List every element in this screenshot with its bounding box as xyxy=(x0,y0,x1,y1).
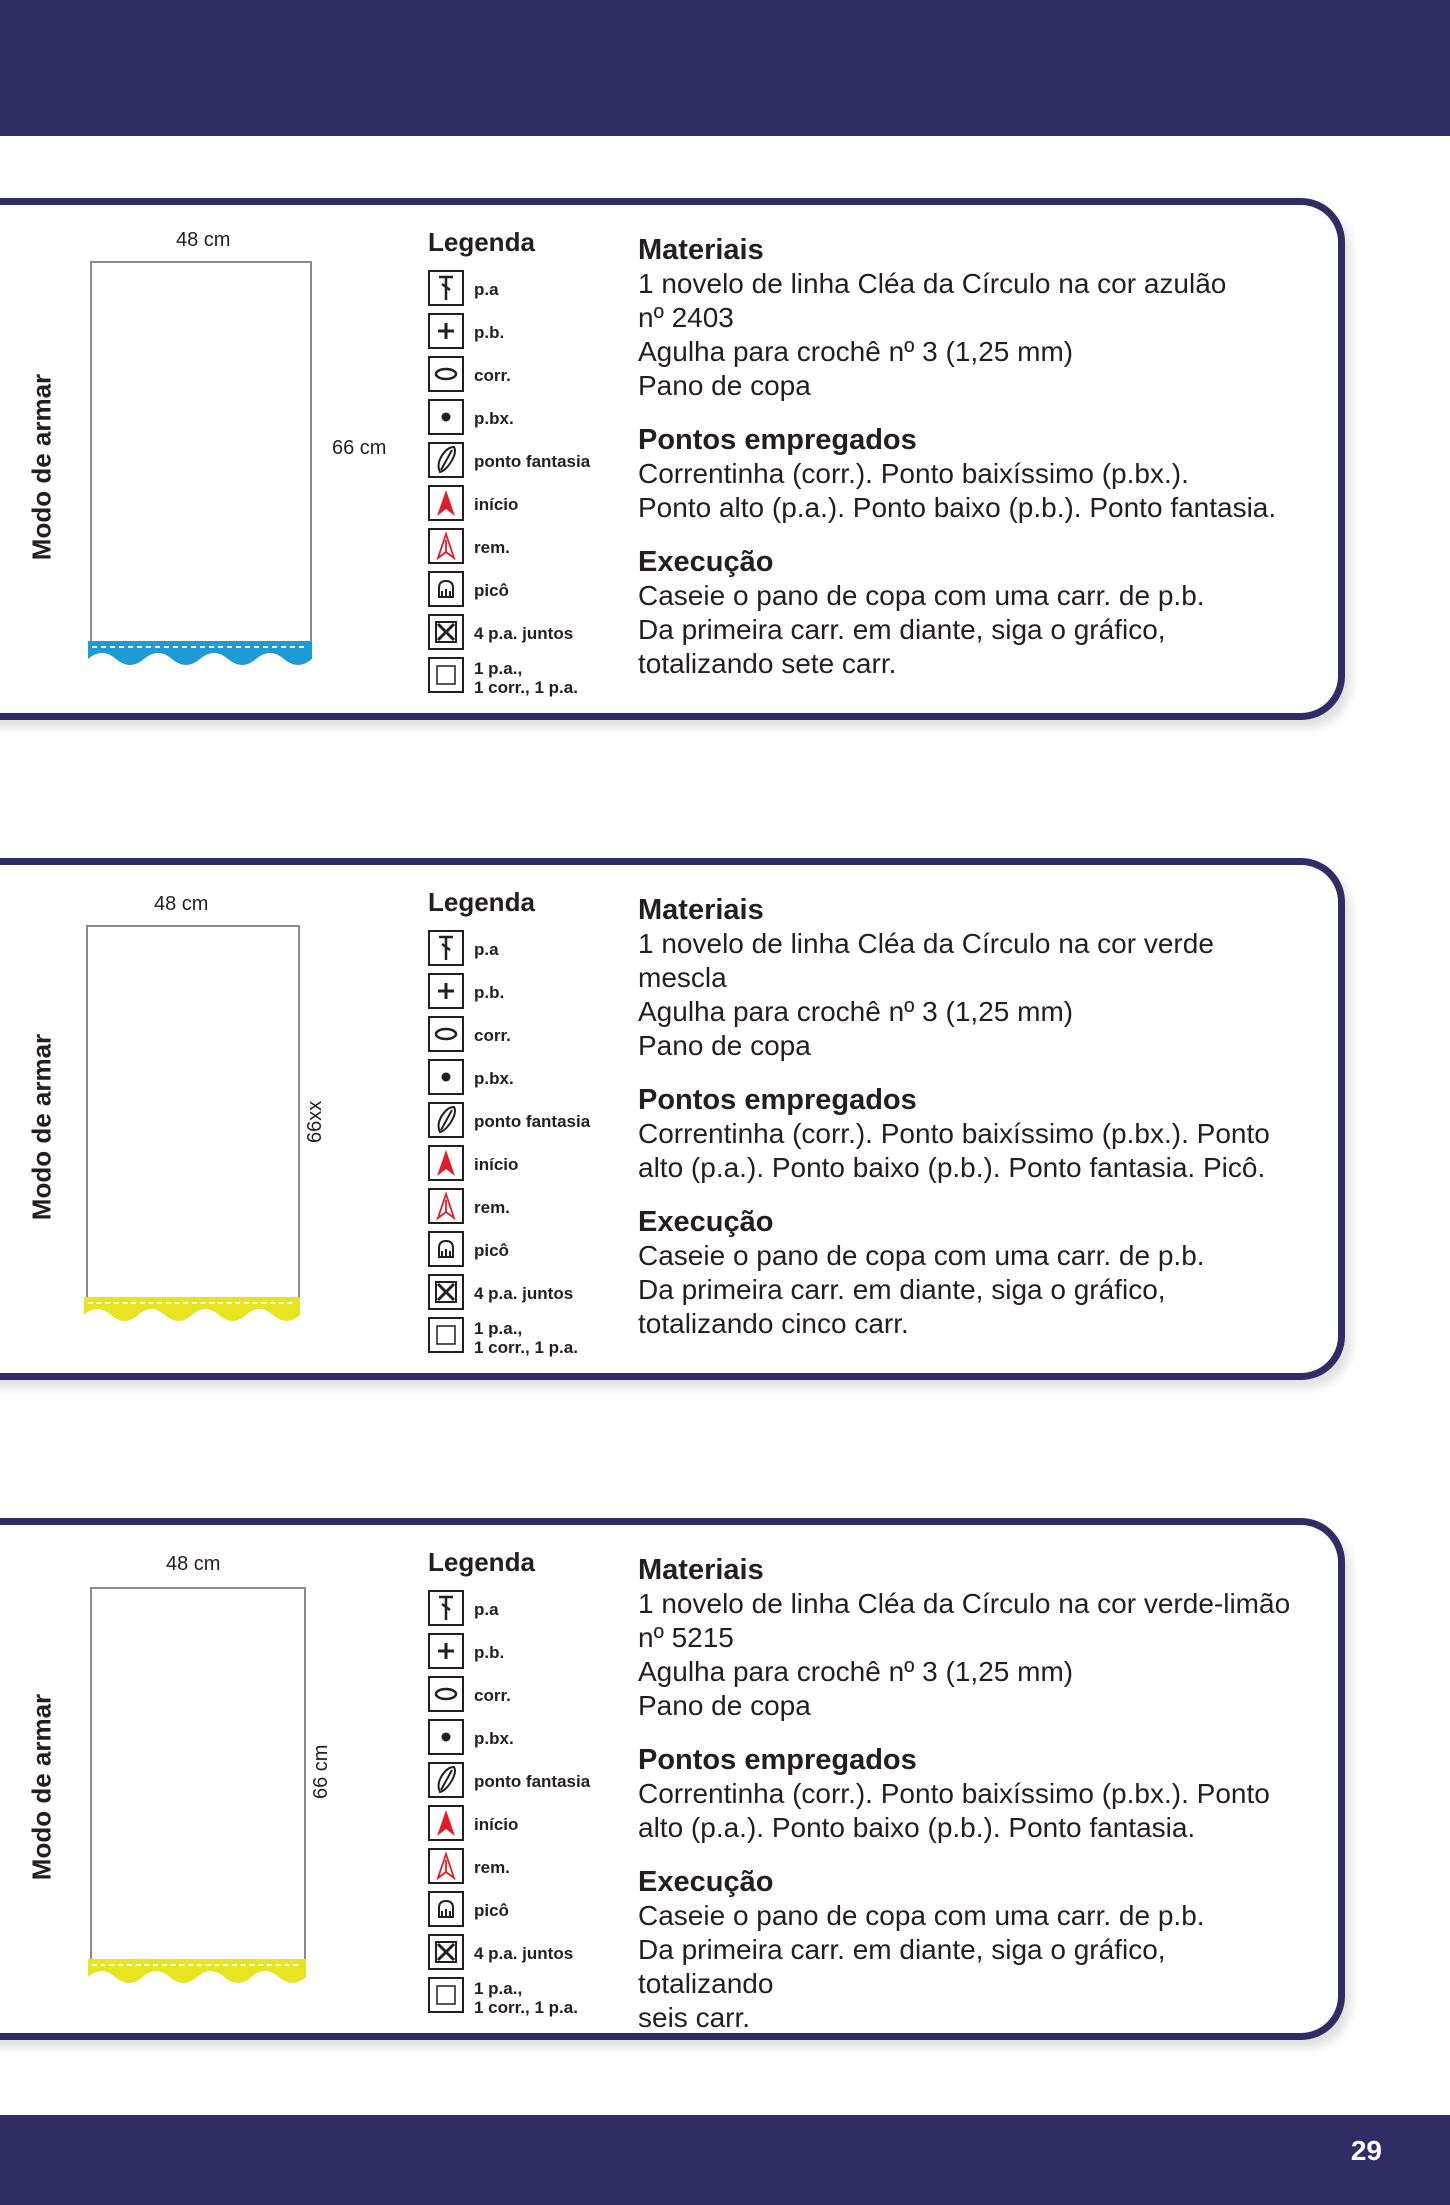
legend-label: 4 p.a. juntos xyxy=(474,624,574,643)
empty-box-icon xyxy=(428,1977,464,2013)
pontos-empregados-text: Correntinha (corr.). Ponto baixíssimo (p.bx.). Ponto alto (p.a.). Ponto baixo (p.b.). Ponto fantasia. xyxy=(638,1778,1270,1843)
execucao-title: Execução xyxy=(638,1866,774,1898)
legend-label: início xyxy=(474,1155,519,1174)
legend-label: p.a xyxy=(474,940,499,959)
legend-item xyxy=(428,397,618,440)
legend-label: início xyxy=(474,495,519,514)
legend-label: 4 p.a. juntos xyxy=(474,1944,574,1963)
legend-item xyxy=(428,1717,618,1760)
pbx-icon xyxy=(428,1719,464,1755)
legend-item xyxy=(428,1100,618,1143)
legend-item xyxy=(428,569,618,612)
assembly-diagram: Modo de armar 48 cm 66 cm xyxy=(0,1525,420,2033)
legend xyxy=(428,227,618,698)
legend xyxy=(428,1547,618,2018)
instructions xyxy=(638,1553,1308,2055)
pontos-empregados-title: Pontos empregados xyxy=(638,1744,917,1776)
pontos-empregados-title: Pontos empregados xyxy=(638,1084,917,1116)
pb-icon xyxy=(428,973,464,1009)
execucao-title: Execução xyxy=(638,546,774,578)
legend-label: picô xyxy=(474,1241,509,1260)
legend-label: corr. xyxy=(474,366,511,385)
crochet-edge-blue xyxy=(88,637,312,671)
height-label: 66 cm xyxy=(310,1744,332,1799)
rem-icon xyxy=(428,1188,464,1224)
pico-icon xyxy=(428,1891,464,1927)
legend-item xyxy=(428,440,618,483)
legend-label: rem. xyxy=(474,538,510,557)
height-label: 66xx xyxy=(304,1100,326,1143)
instructions xyxy=(638,233,1308,701)
legend-label: início xyxy=(474,1815,519,1834)
legend-label: corr. xyxy=(474,1026,511,1045)
legend-item xyxy=(428,1846,618,1889)
legend-label: 1 p.a., 1 corr., 1 p.a. xyxy=(474,1979,578,2017)
empty-box-icon xyxy=(428,657,464,693)
assembly-diagram: Modo de armar 48 cm 66 cm xyxy=(0,205,420,713)
legend-label: p.bx. xyxy=(474,1729,514,1748)
legend-label: ponto fantasia xyxy=(474,1112,591,1131)
four-pa-juntos-icon xyxy=(428,1274,464,1310)
legend-item xyxy=(428,1889,618,1932)
four-pa-juntos-icon xyxy=(428,1934,464,1970)
towel-shape xyxy=(86,925,300,1301)
legend-label: p.b. xyxy=(474,323,505,342)
corr-icon xyxy=(428,1016,464,1052)
legend-item xyxy=(428,1588,618,1631)
pa-icon xyxy=(428,270,464,306)
legend-item xyxy=(428,1272,618,1315)
legend-item xyxy=(428,1975,618,2018)
pico-icon xyxy=(428,571,464,607)
ponto-fantasia-icon xyxy=(428,1762,464,1798)
materiais-title: Materiais xyxy=(638,894,764,926)
pa-icon xyxy=(428,930,464,966)
assembly-diagram: Modo de armar 48 cm 66xx xyxy=(0,865,420,1373)
legend-item xyxy=(428,1315,618,1358)
legend-label: picô xyxy=(474,1901,509,1920)
pattern-panel-2 xyxy=(0,858,1345,1380)
legend-label: p.a xyxy=(474,280,499,299)
legend-item xyxy=(428,612,618,655)
pico-icon xyxy=(428,1231,464,1267)
pa-icon xyxy=(428,1590,464,1626)
legend-item xyxy=(428,354,618,397)
legend-item xyxy=(428,1186,618,1229)
legend-item xyxy=(428,1674,618,1717)
legend-label: p.a xyxy=(474,1600,499,1619)
pb-icon xyxy=(428,1633,464,1669)
execucao-title: Execução xyxy=(638,1206,774,1238)
legend-item xyxy=(428,1057,618,1100)
execucao-text: Caseie o pano de copa com uma carr. de p.b. Da primeira carr. em diante, siga o gráfico, totalizando seis carr. xyxy=(638,1900,1205,2033)
pbx-icon xyxy=(428,1059,464,1095)
inicio-icon xyxy=(428,485,464,521)
pontos-empregados-title: Pontos empregados xyxy=(638,424,917,456)
legend-item xyxy=(428,311,618,354)
legend-label: picô xyxy=(474,581,509,600)
materiais-text: 1 novelo de linha Cléa da Círculo na cor verde mescla Agulha para crochê nº 3 (1,25 mm) Pano de copa xyxy=(638,928,1214,1061)
legend-item xyxy=(428,526,618,569)
page-number: 29 xyxy=(1350,2135,1382,2166)
width-label: 48 cm xyxy=(154,893,209,915)
bottom-footer-bar xyxy=(0,2115,1450,2205)
rem-icon xyxy=(428,528,464,564)
height-label: 66 cm xyxy=(332,437,387,459)
legend-label: corr. xyxy=(474,1686,511,1705)
legend-label: 1 p.a., 1 corr., 1 p.a. xyxy=(474,659,578,697)
corr-icon xyxy=(428,1676,464,1712)
materiais-title: Materiais xyxy=(638,1554,764,1586)
width-label: 48 cm xyxy=(176,229,231,251)
pontos-empregados-text: Correntinha (corr.). Ponto baixíssimo (p.bx.). Ponto alto (p.a.). Ponto baixo (p.b.). Ponto fantasia. Picô. xyxy=(638,1118,1270,1183)
legend xyxy=(428,887,618,1358)
pattern-panel-1 xyxy=(0,198,1345,720)
legend-item xyxy=(428,1631,618,1674)
ponto-fantasia-icon xyxy=(428,442,464,478)
legend-item xyxy=(428,1229,618,1272)
inicio-icon xyxy=(428,1805,464,1841)
legend-item xyxy=(428,928,618,971)
legend-title: Legenda xyxy=(428,1547,535,1577)
legend-label: 4 p.a. juntos xyxy=(474,1284,574,1303)
legend-item xyxy=(428,655,618,698)
legend-label: rem. xyxy=(474,1198,510,1217)
legend-item xyxy=(428,1760,618,1803)
legend-item xyxy=(428,1803,618,1846)
towel-shape xyxy=(90,1587,306,1963)
legend-label: rem. xyxy=(474,1858,510,1877)
execucao-text: Caseie o pano de copa com uma carr. de p.b. Da primeira carr. em diante, siga o gráfico, totalizando sete carr. xyxy=(638,580,1205,679)
pb-icon xyxy=(428,313,464,349)
legend-label: p.b. xyxy=(474,1643,505,1662)
ponto-fantasia-icon xyxy=(428,1102,464,1138)
legend-label: 1 p.a., 1 corr., 1 p.a. xyxy=(474,1319,578,1357)
materiais-title: Materiais xyxy=(638,234,764,266)
crochet-edge-yellow xyxy=(88,1955,306,1989)
top-header-bar xyxy=(0,0,1450,136)
towel-shape xyxy=(90,261,312,645)
rem-icon xyxy=(428,1848,464,1884)
legend-item xyxy=(428,1014,618,1057)
crochet-edge-yellow xyxy=(84,1293,300,1327)
legend-item xyxy=(428,1932,618,1975)
legend-item xyxy=(428,268,618,311)
legend-item xyxy=(428,1143,618,1186)
legend-label: p.bx. xyxy=(474,409,514,428)
pbx-icon xyxy=(428,399,464,435)
pattern-panel-3 xyxy=(0,1518,1345,2040)
corr-icon xyxy=(428,356,464,392)
empty-box-icon xyxy=(428,1317,464,1353)
legend-label: p.b. xyxy=(474,983,505,1002)
materiais-text: 1 novelo de linha Cléa da Círculo na cor azulão nº 2403 Agulha para crochê nº 3 (1,25 mm) Pano de copa xyxy=(638,268,1227,401)
legend-label: p.bx. xyxy=(474,1069,514,1088)
legend-label: ponto fantasia xyxy=(474,1772,591,1791)
legend-title: Legenda xyxy=(428,227,535,257)
execucao-text: Caseie o pano de copa com uma carr. de p.b. Da primeira carr. em diante, siga o gráfico, totalizando cinco carr. xyxy=(638,1240,1205,1339)
legend-title: Legenda xyxy=(428,887,535,917)
width-label: 48 cm xyxy=(166,1553,221,1575)
legend-label: ponto fantasia xyxy=(474,452,591,471)
instructions xyxy=(638,893,1308,1361)
legend-item xyxy=(428,483,618,526)
four-pa-juntos-icon xyxy=(428,614,464,650)
materiais-text: 1 novelo de linha Cléa da Círculo na cor verde-limão nº 5215 Agulha para crochê nº 3 (1,25 mm) Pano de copa xyxy=(638,1588,1291,1721)
pontos-empregados-text: Correntinha (corr.). Ponto baixíssimo (p.bx.). Ponto alto (p.a.). Ponto baixo (p.b.). Ponto fantasia. xyxy=(638,458,1277,523)
legend-item xyxy=(428,971,618,1014)
inicio-icon xyxy=(428,1145,464,1181)
